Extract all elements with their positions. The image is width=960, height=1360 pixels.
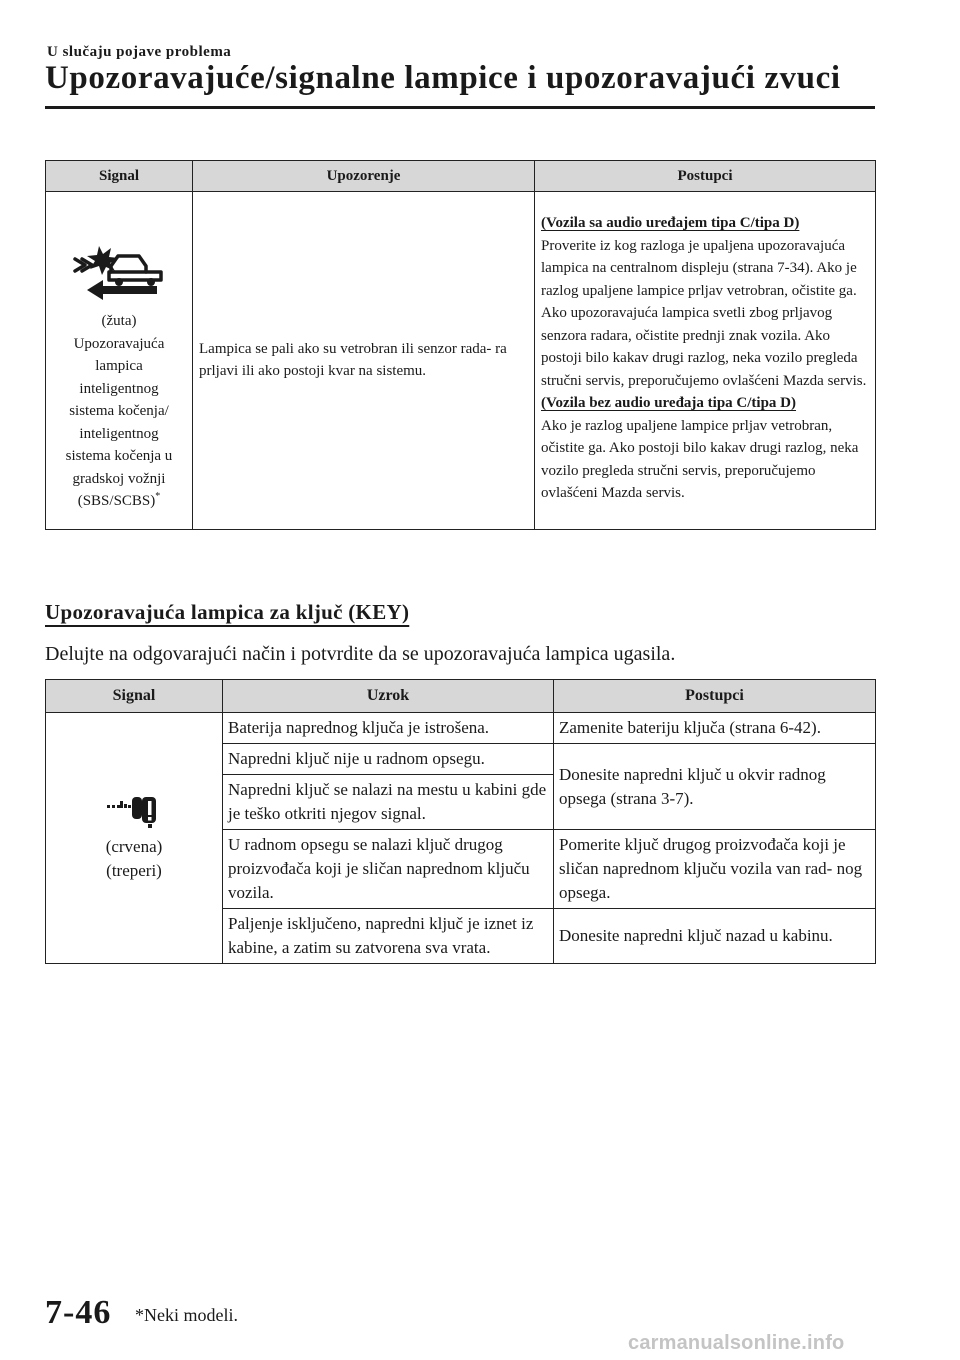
signal-line: inteligentnog [79, 380, 159, 397]
key-warning-table [45, 679, 876, 964]
table-header-row [46, 161, 876, 192]
procedure-cell [535, 192, 876, 530]
section-label: U slučaju pojave problema [47, 44, 232, 60]
action-cell: Donesite napredni ključ u okvir radnog opsega (strana 3-7). [554, 744, 876, 830]
page-number: 7-46 [45, 1294, 112, 1331]
cause-cell: Napredni ključ nije u radnom opsegu. [223, 744, 554, 775]
footnote-mark: * [155, 491, 161, 502]
action-cell: Zamenite bateriju ključa (strana 6-42). [554, 713, 876, 744]
procedure-subheading: (Vozila sa audio uređajem tipa C/tipa D) [541, 215, 800, 231]
watermark: carmanualsonline.info [628, 1332, 845, 1354]
cause-cell: U radnom opsegu se nalazi ključ drugog proizvođača koji je sličan naprednom ključu vozila. [223, 830, 554, 909]
footnote: *Neki modeli. [135, 1305, 238, 1325]
cause-cell: Baterija naprednog ključa je istrošena. [223, 713, 554, 744]
signal-line: sistema kočenja u [65, 448, 173, 464]
procedure-text: Proverite iz kog razloga je upaljena upozoravajuća lampica na centralnom displeju (strana 7-34). Ako je razlog upaljene lampice prljav vetrobran, očistite ga. Ako upozoravajuća lampica svetli zbog prljavog senzora radara, očistite prednji znak vozila. Ako postoji bilo kakav drugi razlog, neka vozilo pregleda stručni servis, preporučujemo ovlašćeni Mazda servis. [541, 237, 867, 389]
table-header-row [46, 680, 876, 713]
action-cell: Donesite napredni ključ nazad u kabinu. [554, 909, 876, 964]
section-intro: Delujte na odgovarajući način i potvrdite da se upozoravajuća lampica ugasila. [45, 643, 676, 665]
signal-line: sistema kočenja/ [69, 403, 169, 419]
header-signal: Signal [46, 680, 223, 713]
cause-cell: Napredni ključ se nalazi na mestu u kabini gde je teško otkriti njegov signal. [223, 775, 554, 830]
sbs-scbs-warning-icon [69, 242, 169, 300]
signal-line: Upozoravajuća [73, 335, 165, 352]
table-row [46, 713, 876, 744]
header-procedure: Postupci [554, 680, 876, 713]
header-warning: Upozorenje [193, 161, 535, 192]
signal-cell [46, 192, 193, 530]
procedure-text: Ako je razlog upaljene lampice prljav vetrobran, očistite ga. Ako postoji bilo kakav drugi razlog, neka vozilo pregleda stručni servis, preporučujemo ovlašćeni Mazda servis. [541, 417, 859, 501]
sbs-warning-table [45, 160, 876, 530]
signal-line: (crvena) [105, 837, 163, 856]
cause-cell: Paljenje isključeno, napredni ključ je iznet iz kabine, a zatim su zatvorena sva vrata. [223, 909, 554, 964]
header-signal: Signal [46, 161, 193, 192]
signal-line: (treperi) [106, 861, 162, 880]
table-row [46, 192, 876, 530]
page-title: Upozoravajuće/signalne lampice i upozoravajući zvuci [45, 60, 841, 96]
key-warning-icon [106, 793, 162, 829]
signal-line: (SBS/SCBS)* [77, 491, 161, 509]
signal-cell [46, 713, 223, 964]
header-cause: Uzrok [223, 680, 554, 713]
title-rule [45, 106, 875, 109]
section-heading: Upozoravajuća lampica za ključ (KEY) [45, 600, 410, 624]
header-procedure: Postupci [535, 161, 876, 192]
signal-line: inteligentnog [79, 425, 159, 442]
procedure-subheading: (Vozila bez audio uređaja tipa C/tipa D) [541, 395, 797, 411]
signal-line: lampica [95, 358, 143, 374]
action-cell: Pomerite ključ drugog proizvođača koji je sličan naprednom ključu vozila van rad- nog opsega. [554, 830, 876, 909]
signal-line: (žuta) [101, 313, 137, 329]
signal-line: gradskoj vožnji [72, 470, 166, 487]
warning-cell: Lampica se pali ako su vetrobran ili senzor rada- ra prljavi ili ako postoji kvar na sistemu. [193, 192, 535, 530]
